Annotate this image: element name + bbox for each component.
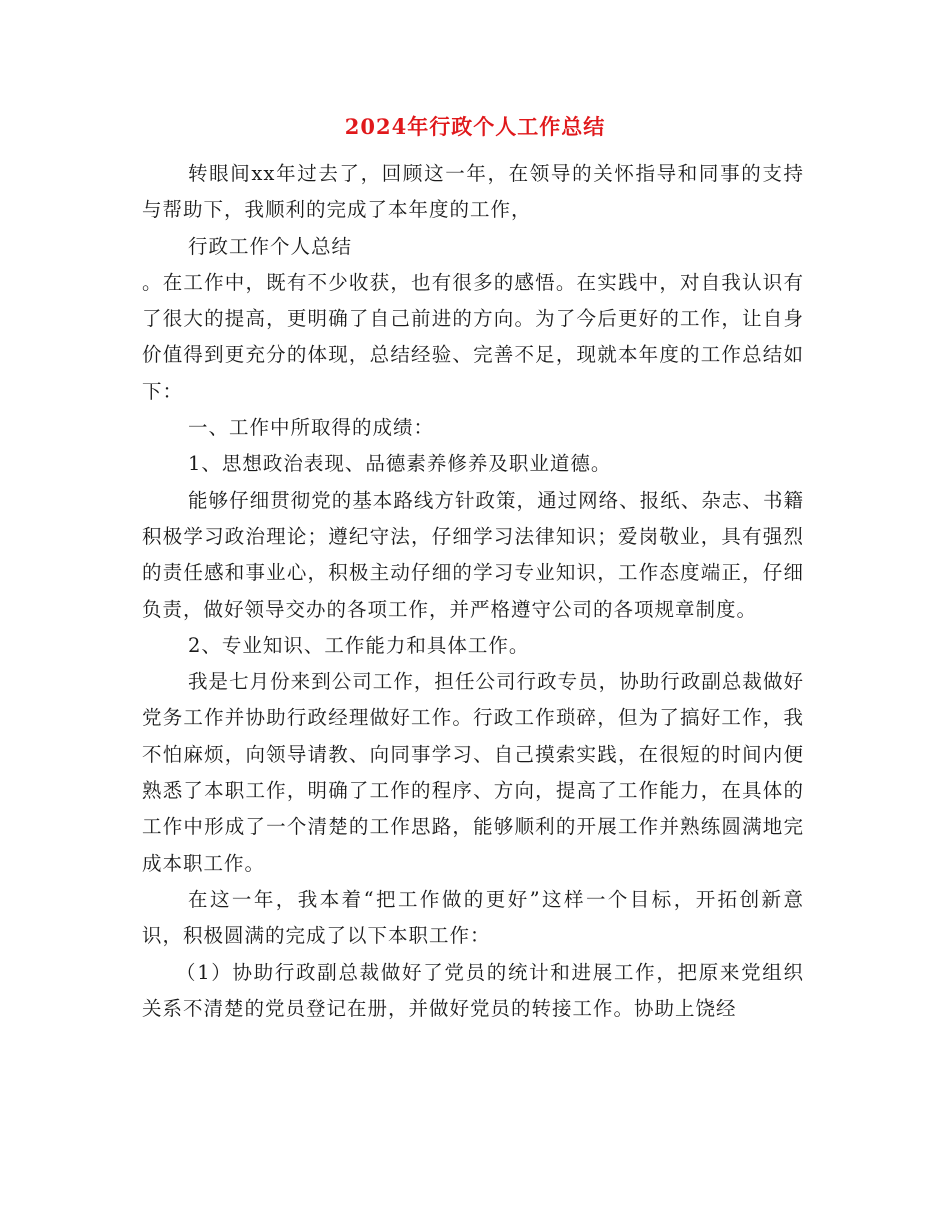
paragraph-subtitle: 行政工作个人总结 — [188, 234, 353, 258]
paragraph-professional: 我是七月份来到公司工作，担任公司行政专员，协助行政副总裁做好党务工作并协助行政经理做好工作。行政工作琐碎，但为了搞好工作，我不怕麻烦，向领导请教、向同事学习、自己摸索实践，在很短的时间内便熟悉了本职工作，明确了工作的程序、方向，提高了工作能力，在具体的工作中形成了一个清楚的工作思路，能够顺利的开展工作并熟练圆满地完成本职工作。 — [142, 670, 804, 875]
paragraph-goal: 在这一年，我本着“把工作做的更好”这样一个目标，开拓创新意识，积极圆满的完成了以下本职工作： — [142, 887, 804, 948]
document-body — [142, 156, 804, 1027]
document-title: 2024年行政个人工作总结 — [344, 114, 606, 139]
subsection-heading-professional: 2、专业知识、工作能力和具体工作。 — [188, 633, 530, 657]
paragraph-political: 能够仔细贯彻党的基本路线方针政策，通过网络、报纸、杂志、书籍积极学习政治理论；遵纪守法，仔细学习法律知识；爱岗敬业，具有强烈的责任感和事业心，积极主动仔细的学习专业知识，工作态度端正，仔细负责，做好领导交办的各项工作，并严格遵守公司的各项规章制度。 — [142, 488, 804, 621]
subsection-heading-political: 1、思想政治表现、品德素养修养及职业道德。 — [188, 452, 612, 476]
paragraph-intro: 转眼间xx年过去了，回顾这一年，在领导的关怀指导和同事的支持与帮助下，我顺利的完成了本年度的工作， — [142, 162, 804, 222]
paragraph-item-1: （1）协助行政副总裁做好了党员的统计和进展工作，把原来党组织关系不清楚的党员登记在册，并做好党员的转接工作。协助上饶经 — [142, 960, 804, 1020]
section-heading-achievements: 一、工作中所取得的成绩： — [188, 416, 435, 440]
paragraph-reflection: 。在工作中，既有不少收获，也有很多的感悟。在实践中，对自我认识有了很大的提高，更明确了自己前进的方向。为了今后更好的工作，让自身价值得到更充分的体现，总结经验、完善不足，现就本年度的工作总结如下： — [142, 270, 804, 403]
